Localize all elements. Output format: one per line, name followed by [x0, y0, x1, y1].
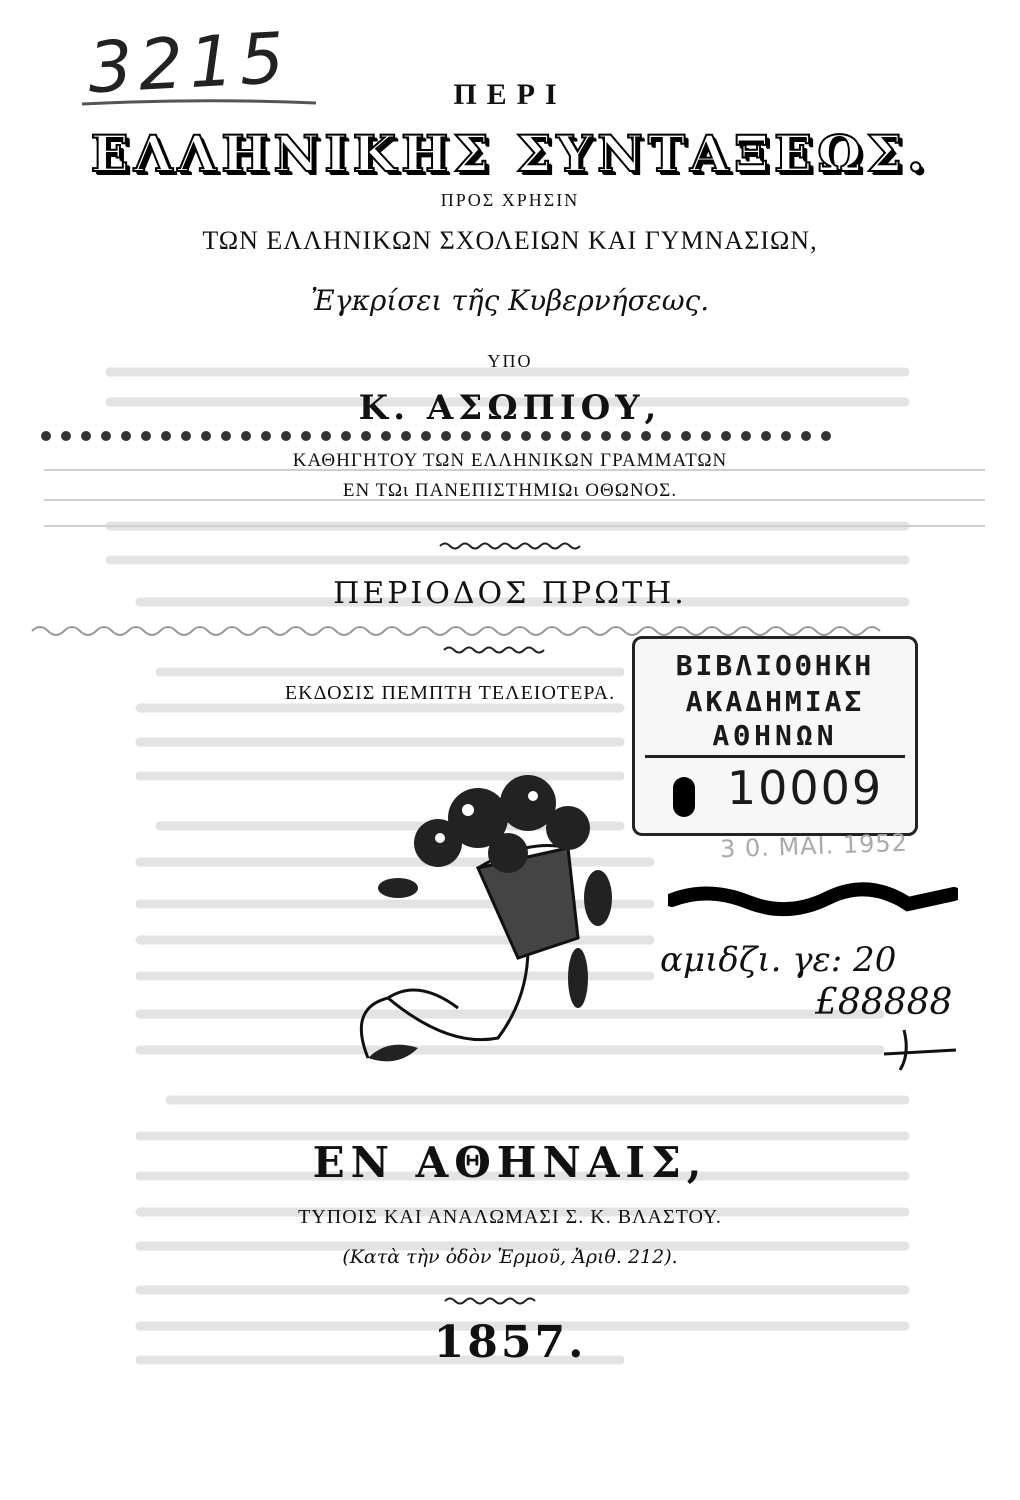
small-ornament-rule-3 — [443, 1296, 543, 1306]
stamp-line-1: ΒΙΒΛΙΟΘΗΚΗ — [675, 649, 875, 682]
star-ornament-rule — [36, 428, 836, 444]
title-peri: ΠΕΡΙ — [453, 78, 567, 111]
accession-date-stamp: 3 0. ΜΑΙ. 1952 — [719, 828, 909, 864]
approval-line: Ἐγκρίσει τῆς Κυβερνήσεως. — [310, 284, 710, 317]
stamp-divider — [645, 755, 905, 758]
imprint-place: ΕΝ ΑΘΗΝΑΙΣ, — [312, 1138, 708, 1187]
small-ornament-rule-2 — [442, 645, 552, 655]
period-heading: ΠΕΡΙΟΔΟΣ ΠΡΩΤΗ. — [333, 576, 687, 611]
author-name: Κ. ΑΣΩΠΙΟΥ, — [358, 388, 662, 428]
author-role-line-2: ΕΝ ΤΩι ΠΑΝΕΠΙΣΤΗΜΙΩι ΟΘΩΝΟΣ. — [342, 480, 678, 501]
stamp-line-3: ΑΘΗΝΩΝ — [712, 719, 838, 752]
handwritten-cross-mark — [880, 1024, 960, 1074]
author-role-line-1: ΚΑΘΗΓΗΤΟΥ ΤΩΝ ΕΛΛΗΝΙΚΩΝ ΓΡΑΜΜΑΤΩΝ — [292, 450, 728, 471]
stamp-accession-number: 10009 — [726, 761, 884, 815]
handwritten-note-2: £88888 — [815, 982, 953, 1023]
small-ornament-rule-1 — [438, 541, 588, 551]
edition-line: ΕΚΔΟΣΙΣ ΠΕΜΠΤΗ ΤΕΛΕΙΟΤΕΡΑ. — [284, 682, 616, 704]
subtitle-pros-xrhsin: ΠΡΟΣ ΧΡΗΣΙΝ — [440, 190, 580, 210]
handwritten-catalogue-number: 3215 — [85, 16, 293, 110]
stamp-line-2: ΑΚΑΔΗΜΙΑΣ — [685, 685, 865, 718]
handwritten-note-1: αμιδζι. γε: 20 — [660, 940, 897, 980]
imprint-year: 1857. — [433, 1317, 587, 1368]
library-stamp — [632, 636, 918, 836]
redacted-scribble — [668, 880, 958, 920]
imprint-printer: ΤΥΠΟΙΣ ΚΑΙ ΑΝΑΛΩΜΑΣΙ Σ. Κ. ΒΛΑΣΤΟΥ. — [298, 1206, 722, 1228]
subtitle-schools: ΤΩΝ ΕΛΛΗΝΙΚΩΝ ΣΧΟΛΕΙΩΝ ΚΑΙ ΓΥΜΝΑΣΙΩΝ, — [202, 226, 818, 255]
by-label: ΥΠΟ — [487, 351, 533, 371]
imprint-address: (Κατὰ τὴν ὁδὸν Ἑρμοῦ, Ἀριθ. 212). — [342, 1246, 678, 1268]
main-title: ΕΛΛΗΝΙΚΗΣ ΣΥΝΤΑΞΕΩΣ. — [90, 124, 930, 183]
cornucopia-engraving — [328, 748, 648, 1088]
